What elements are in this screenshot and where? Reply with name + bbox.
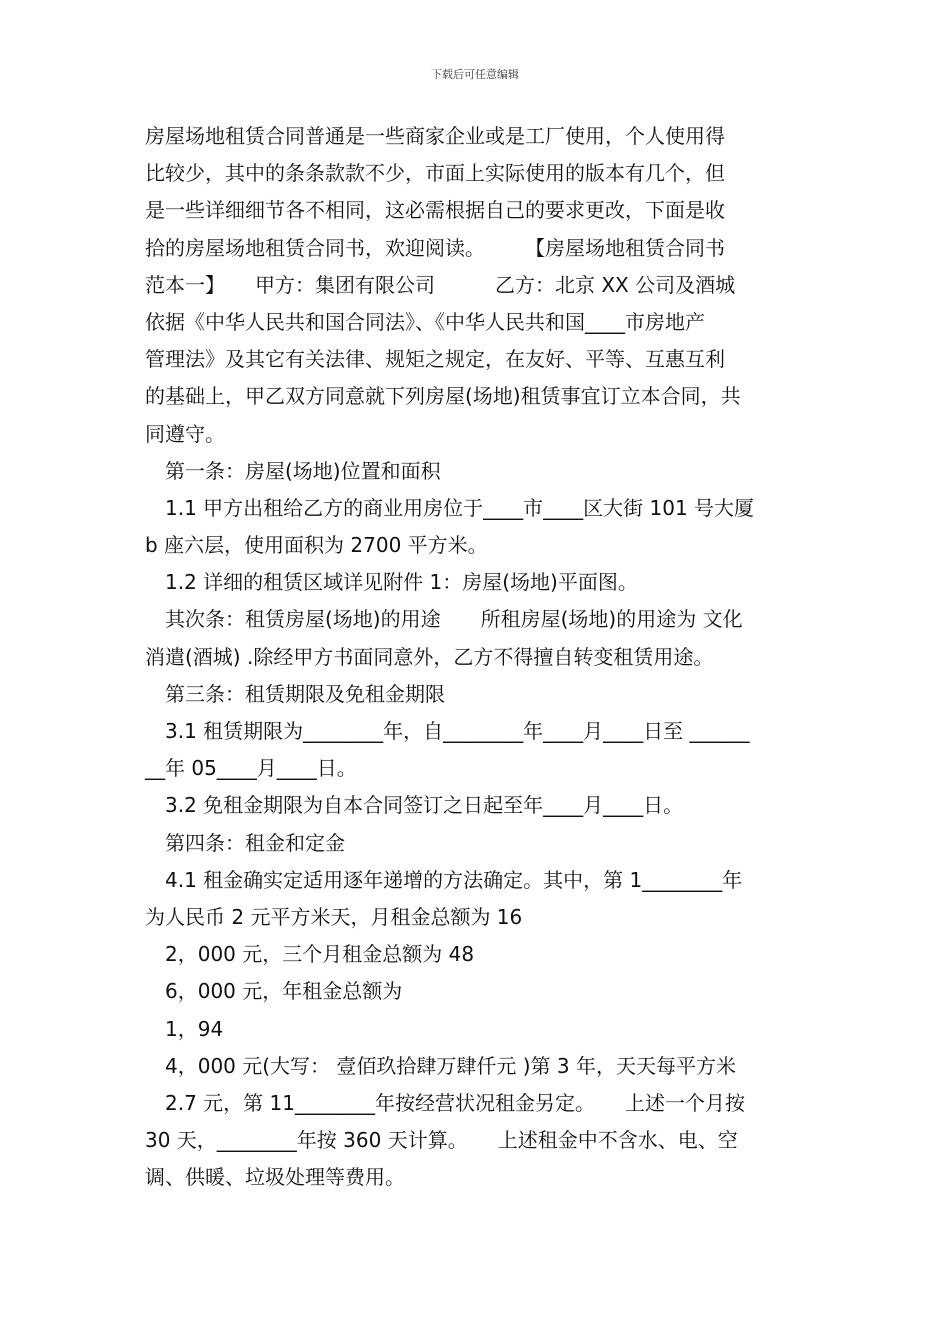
text-line: b 座六层，使用面积为 2700 平方米。 [145, 533, 488, 558]
section-heading: 第三条：租赁期限及免租金期限 [145, 681, 445, 706]
text-line: 房屋场地租赁合同普通是一些商家企业或是工厂使用，个人使用得 [145, 124, 725, 148]
text-line: 消遣(酒城) .除经甲方书面同意外，乙方不得擅自转变租赁用途。 [145, 644, 714, 669]
text-line: 4，000 元(大写： 壹佰玖拾肆万肆仟元 )第 3 年，天天每平方米 [145, 1053, 737, 1078]
text-line: 依据《中华人民共和国合同法》、《中华人民共和国____市房地产 [145, 309, 705, 334]
section-heading: 其次条：租赁房屋(场地)的用途 所租房屋(场地)的用途为 文化 [145, 607, 743, 632]
text-line: 是一些详细细节各不相同，这必需根据自己的要求更改，下面是收 [145, 198, 725, 223]
text-line: 2，000 元，三个月租金总额为 48 [145, 942, 475, 967]
text-line: 范本一】 甲方：集团有限公司 乙方：北京 XX 公司及酒城 [145, 272, 736, 297]
text-line: 4.1 租金确实定适用逐年递增的方法确定。其中，第 1________年 [145, 867, 743, 892]
text-line: 的基础上，甲乙双方同意就下列房屋(场地)租赁事宜订立本合同，共 [145, 384, 741, 409]
page-header: 下载后可任意编辑 [431, 68, 519, 81]
text-line: 6，000 元，年租金总额为 [145, 979, 403, 1004]
text-line: 管理法》及其它有关法律、规矩之规定，在友好、平等、互惠互利 [145, 347, 725, 372]
text-line: 3.1 租赁期限为________年，自________年____月____日至 ______ [145, 719, 750, 743]
text-line: 比较少，其中的条条款款不少，市面上实际使用的版本有几个，但 [145, 161, 725, 186]
text-line: 2.7 元，第 11________年按经营状况租金另定。 上述一个月按 [145, 1090, 745, 1115]
document-body [145, 118, 809, 1196]
text-line: 为人民币 2 元平方米天，月租金总额为 16 [145, 904, 523, 929]
text-line: 30 天，________年按 360 天计算。 上述租金中不含水、电、空 [145, 1128, 738, 1153]
text-line: 1，94 [145, 1016, 224, 1041]
text-line: 调、供暖、垃圾处理等费用。 [145, 1165, 405, 1190]
text-line: 1.1 甲方出租给乙方的商业用房位于____市____区大街 101 号大厦 [145, 495, 755, 520]
section-heading: 第一条：房屋(场地)位置和面积 [145, 458, 441, 483]
text-line: __年 05____月____日。 [145, 756, 357, 781]
text-line: 1.2 详细的租赁区域详见附件 1：房屋(场地)平面图。 [145, 570, 638, 595]
text-line: 同遵守。 [145, 421, 225, 446]
text-line: 拾的房屋场地租赁合同书，欢迎阅读。 【房屋场地租赁合同书 [145, 235, 725, 260]
section-heading: 第四条：租金和定金 [145, 830, 345, 855]
text-line: 3.2 免租金期限为自本合同签订之日起至年____月____日。 [145, 793, 684, 818]
